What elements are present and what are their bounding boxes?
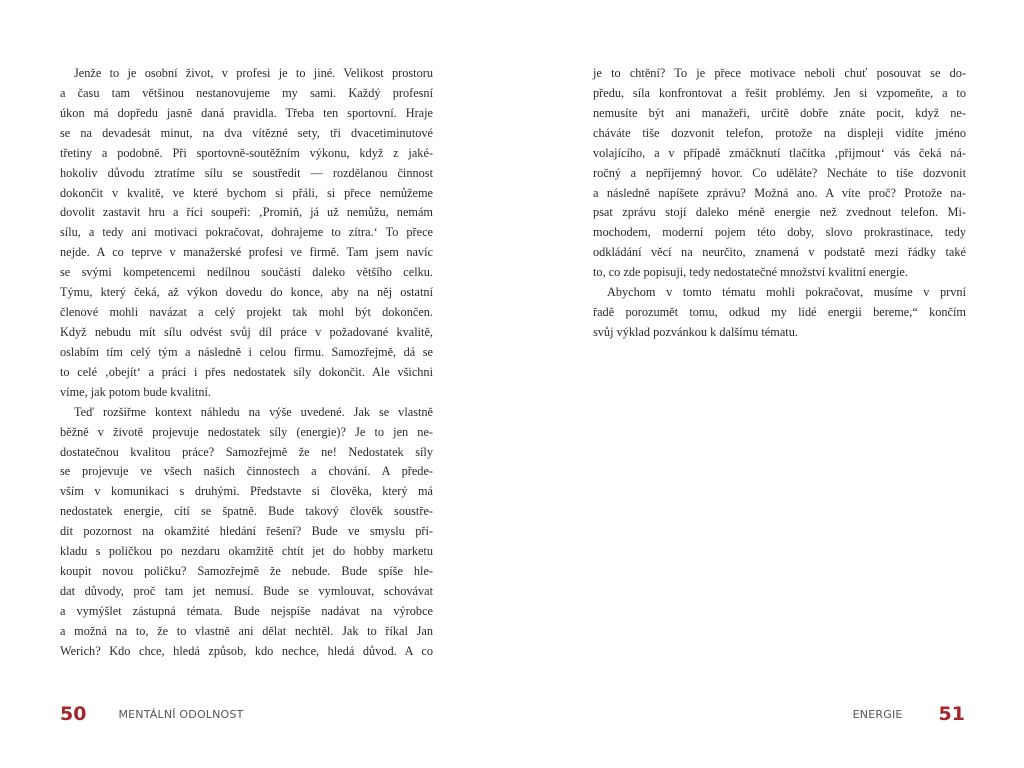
text-line: kladu s poličkou po nezdaru okamžitě chtít jet do hobby marketu [60, 544, 433, 559]
text-line: Týmu, který čeká, až výkon dovedu do konce, aby na něj ostatní [60, 285, 433, 300]
text-line: volajícího, a v případě zmáčknutí tlačítka ‚přijmout‘ vás čeká ná- [593, 145, 966, 160]
right-page-text [593, 64, 966, 343]
text-line: sílu, a tedy ani motivaci pokračovat, dohrajeme to zítra.‘ To přece [60, 225, 433, 240]
text-line: dokončit v kvalitě, ve které bychom si přáli, si přece nemůžeme [60, 185, 433, 200]
text-line: a následně napíšete zprávu? Možná ano. A víte proč? Protože na- [593, 185, 966, 200]
text-line: se na devadesát minut, na dva vítězné sety, tři dvacetiminutové [60, 125, 433, 140]
text-line: předu, síla konfrontovat a řešit problémy. Jen si vzpomeňte, a to [593, 85, 966, 100]
text-line: a možná na to, že to vlastně ani dělat nechtěl. Jak to říkal Jan [60, 623, 433, 638]
text-line: svůj výklad pozvánkou k dalšímu tématu. [593, 324, 798, 339]
text-line: a času tam většinou nestanovujeme my sami. Každý profesní [60, 85, 433, 100]
text-line: nemusíte být ani manažeři, určitě dobře znáte pocit, když ne- [593, 105, 966, 120]
text-line: víme, jak potom bude kvalitní. [60, 384, 211, 399]
text-line: koupit novou poličku? Samozřejmě že nebude. Bude spíše hle- [60, 564, 433, 579]
running-head: ENERGIE [852, 707, 903, 721]
text-line: dit pozornost na okamžité hledání řešení? Bude ve smyslu pří- [60, 524, 433, 539]
text-line: Když nebudu mít sílu odvést svůj díl práce v požadované kvalitě, [60, 324, 433, 339]
text-line: se projevuje ve všech našich činnostech a chování. A přede- [60, 464, 433, 479]
text-line: a vymýšlet zástupná témata. Bude nejspíše nadávat na výrobce [60, 603, 433, 618]
page-number: 51 [938, 703, 965, 725]
text-line: cháváte tiše dozvonit telefon, protože na displeji vidíte jméno [593, 125, 966, 140]
text-line: to, co zde popisuji, tedy nedostatečné množství kvalitní energie. [593, 265, 908, 280]
text-line: běžně v životě projevuje nedostatek síly (energie)? Je to jen ne- [60, 424, 433, 439]
text-line: Werich? Kdo chce, hledá způsob, kdo nechce, hledá důvod. A co [60, 643, 433, 658]
text-line: úkon má dopředu jasně daná pravidla. Třeba ten sportovní. Hraje [60, 105, 433, 120]
right-page-footer [853, 700, 965, 728]
text-line: řadě porozumět tomu, odkud my lidé energii bereme,“ končím [593, 305, 966, 320]
text-line: třetiny a podobně. Při sportovně-soutěžním výkonu, když z jaké- [60, 145, 433, 160]
text-line: ročný a nepříjemný hovor. Co uděláte? Necháte to tiše dozvonit [593, 165, 966, 180]
text-line: odkládání věcí na neurčito, znamená v podstatě mezi řádky také [593, 245, 966, 260]
text-line: mochodem, moderní pojem této doby, slovo prokrastinace, tedy [593, 225, 966, 240]
text-line: nejde. A co teprve v manažerské profesi ve firmě. Tam jsem navíc [60, 245, 433, 260]
text-line: dostatečnou kvalitou práce? Samozřejmě že ne! Nedostatek síly [60, 444, 433, 459]
text-line: oslabím tím celý tým a následně i celou firmu. Samozřejmě, dá se [60, 344, 433, 359]
text-line: členové mohli navázat a celý projekt tak mohl být dokončen. [60, 305, 433, 320]
text-line: se svými kompetencemi nedílnou součástí daleko většího celku. [60, 265, 433, 280]
text-line: je to chtění? To je přece motivace neboli chuť posouvat se do- [593, 66, 966, 80]
text-line: Abychom v tomto tématu mohli pokračovat, musíme v první [607, 285, 966, 300]
left-page-footer [60, 700, 244, 728]
text-line: dovolit zastavit hru a říci soupeři: ‚Promiň, já už nemůžu, nemám [60, 205, 433, 220]
text-line: Jenže to je osobní život, v profesi je to jiné. Velikost prostoru [74, 66, 433, 80]
text-line: Teď rozšiřme kontext náhledu na výše uvedené. Jak se vlastně [74, 404, 433, 419]
running-head: MENTÁLNÍ ODOLNOST [118, 707, 244, 721]
page-number: 50 [60, 703, 87, 725]
text-line: to celé ‚obejít‘ a práci i přes nedostatek síly dokončit. Ale všichni [60, 364, 433, 379]
text-line: dat důvody, proč tam jet nemusí. Bude se vymlouvat, schovávat [60, 583, 433, 598]
text-line: psat zprávu stojí daleko méně energie než zvednout telefon. Mi- [593, 205, 966, 220]
left-page-text [60, 64, 433, 662]
text-line: vším v komunikaci s druhými. Představte si člověka, který má [60, 484, 433, 499]
text-line: hokoliv důvodu ztratíme sílu se soustředit — rozdělanou činnost [60, 165, 433, 180]
text-line: nedostatek energie, cítí se špatně. Bude takový člověk soustře- [60, 504, 433, 519]
